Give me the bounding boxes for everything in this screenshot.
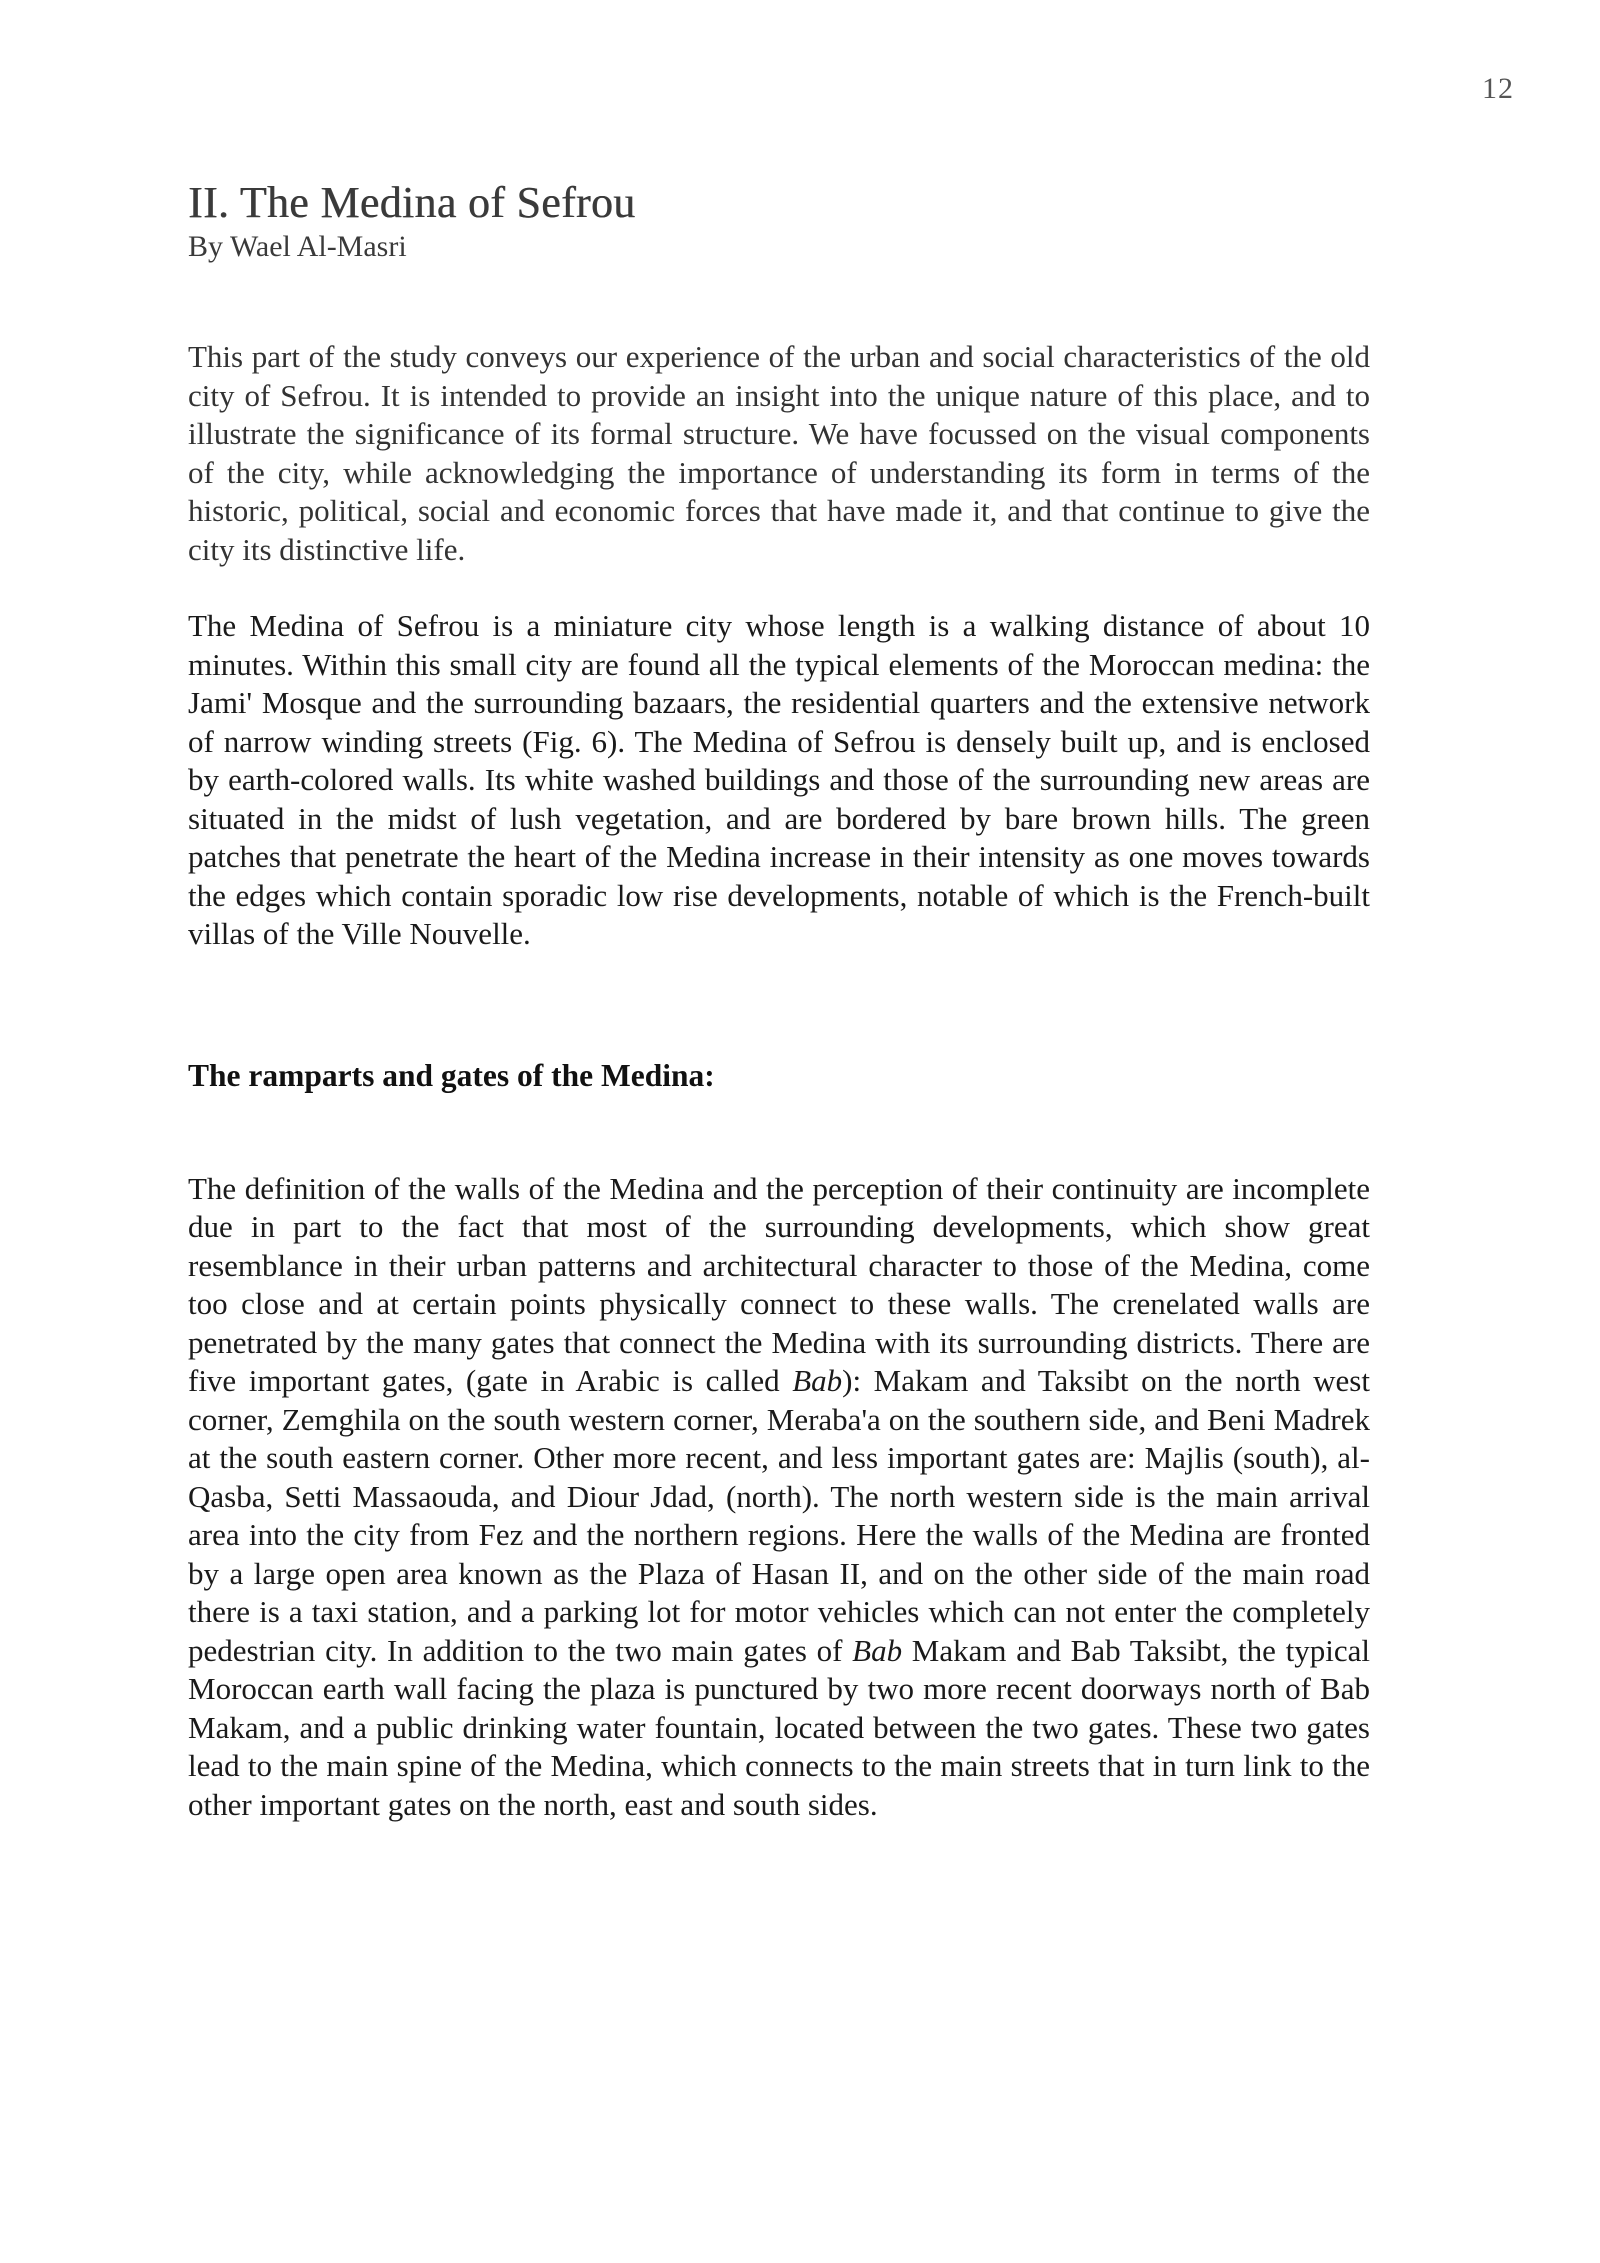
ramparts-paragraph	[188, 1170, 1370, 1825]
section-heading: The ramparts and gates of the Medina:	[188, 1057, 715, 1093]
page-number: 12	[1482, 72, 1514, 105]
document-body	[188, 178, 1370, 1824]
ramparts-text-part2: ): Makam and Taksibt on the north west corner, Zemghila on the south western corner, Meraba'a on the southern side, and Beni Madrek at the south eastern corner. Other more recent, and less important gates are: Majlis (south), al-Qasba, Setti Massaouda, and Diour Jdad, (north). The north western side is the main arrival area into the city from Fez and the northern regions. Here the walls of the Medina are fronted by a large open area known as the Plaza of Hasan II, and on the other side of the main road there is a taxi station, and a parking lot for motor vehicles which can not enter the completely pedestrian city. In addition to the two main gates of	[188, 1363, 1370, 1668]
ramparts-text-part1: The definition of the walls of the Medina and the perception of their continuity are incomplete due in part to the fact that most of the surrounding developments, which show great resemblance in their urban patterns and architectural character to those of the Medina, come too close and at certain points physically connect to these walls. The crenelated walls are penetrated by the many gates that connect the Medina with its surrounding districts. There are five important gates, (gate in Arabic is called	[188, 1170, 1370, 1398]
ramparts-italic-term: Bab	[852, 1632, 903, 1668]
intro-paragraph: This part of the study conveys our experience of the urban and social characteristics of the old city of Sefrou. It is intended to provide an insight into the unique nature of this place, and to illustrate the significance of its formal structure. We have focussed on the visual components of the city, while acknowledging the importance of understanding its form in terms of the historic, political, social and economic forces that have made it, and that continue to give the city its distinctive life.	[188, 339, 1370, 567]
author-byline: By Wael Al-Masri	[188, 230, 407, 263]
ramparts-text-part3: Makam and Bab Taksibt, the typical Moroccan earth wall facing the plaza is punctured by two more recent doorways north of Bab Makam, and a public drinking water fountain, located between the two gates. These two gates lead to the main spine of the Medina, which connects to the main streets that in turn link to the other important gates on the north, east and south sides.	[188, 1632, 1370, 1822]
medina-description-paragraph: The Medina of Sefrou is a miniature city whose length is a walking distance of about 10 minutes. Within this small city are found all the typical elements of the Moroccan medina: the Jami' Mosque and the surrounding bazaars, the residential quarters and the extensive network of narrow winding streets (Fig. 6). The Medina of Sefrou is densely built up, and is enclosed by earth-colored walls. Its white washed buildings and those of the surrounding new areas are situated in the midst of lush vegetation, and are bordered by bare brown hills. The green patches that penetrate the heart of the Medina increase in their intensity as one moves towards the edges which contain sporadic low rise developments, notable of which is the French-built villas of the Ville Nouvelle.	[188, 608, 1370, 951]
chapter-title: II. The Medina of Sefrou	[188, 178, 636, 227]
ramparts-italic-term: Bab	[792, 1363, 843, 1398]
